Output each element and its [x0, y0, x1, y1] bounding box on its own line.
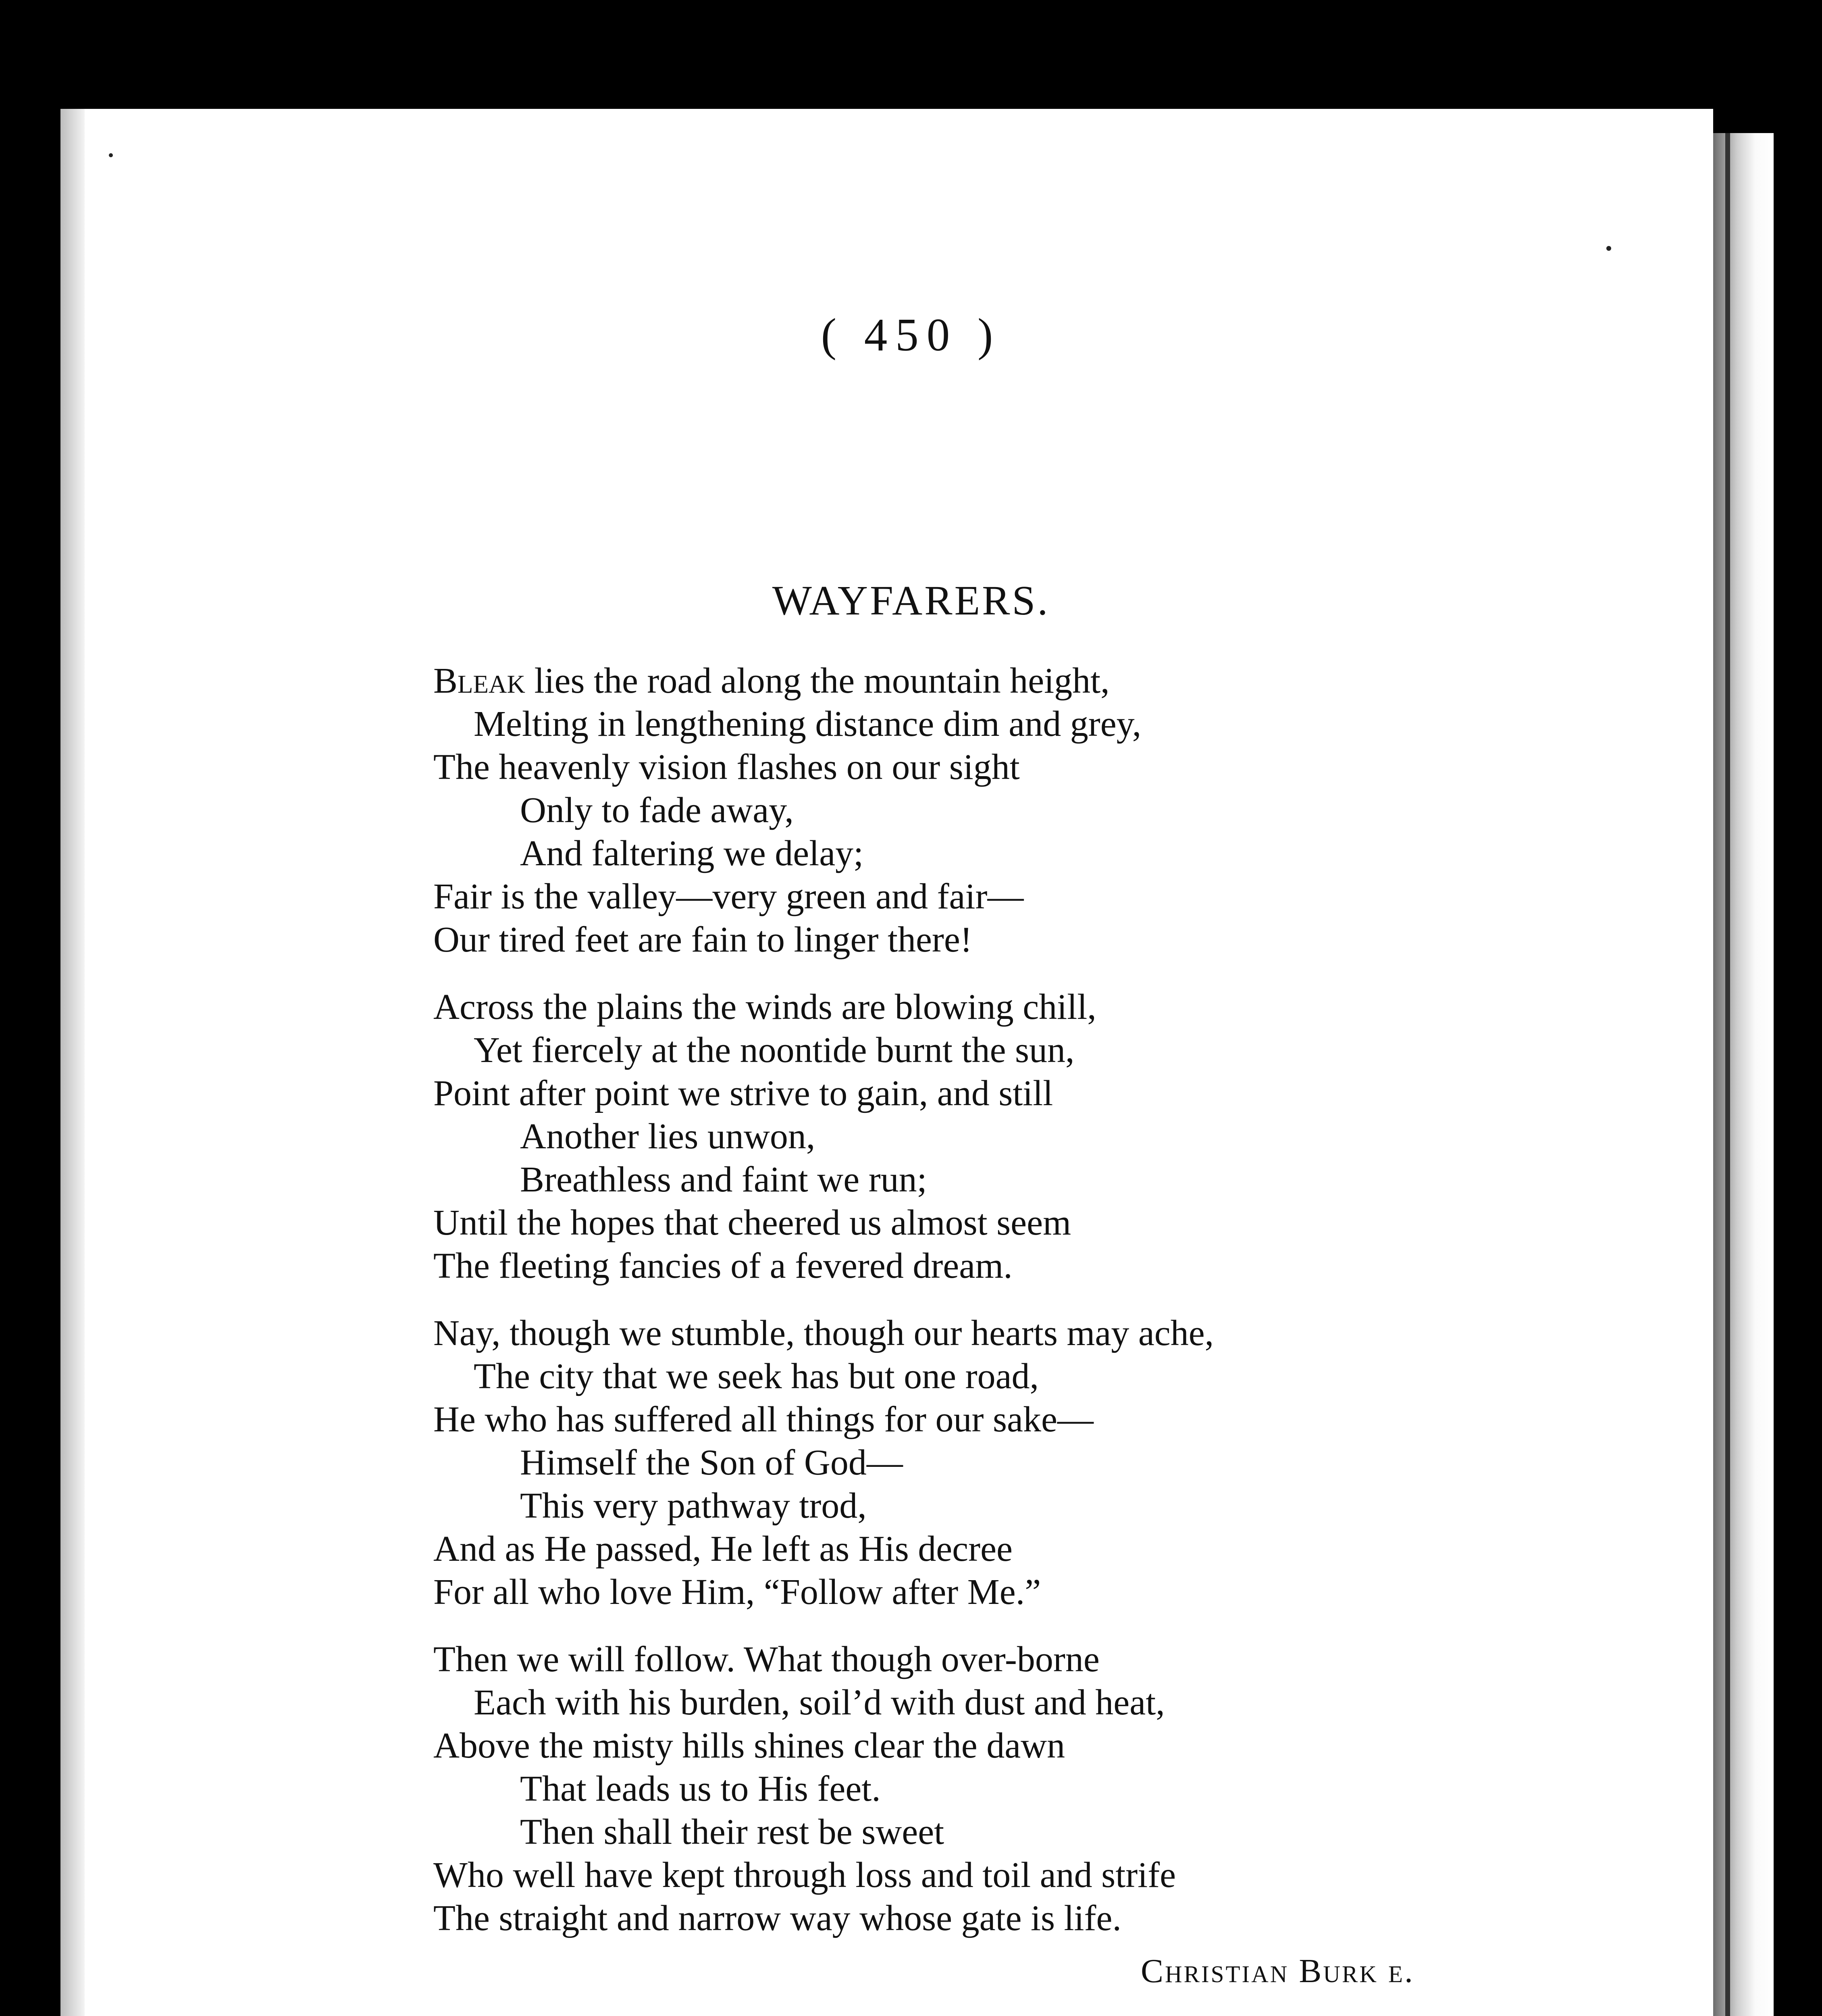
- poem-line: Across the plains the winds are blowing chill,: [433, 987, 1096, 1027]
- poem-line: Breathless and faint we run;: [520, 1160, 927, 1200]
- poem-line: Only to fade away,: [520, 790, 794, 830]
- poem-line: He who has suffered all things for our sake—: [433, 1400, 1094, 1439]
- poem-line: Then shall their rest be sweet: [520, 1812, 944, 1852]
- poem-line: Another lies unwon,: [520, 1116, 815, 1156]
- poem-first-line-rest: lies the road along the mountain height,: [525, 661, 1110, 701]
- poem-line: The fleeting fancies of a fevered dream.: [433, 1246, 1013, 1286]
- poem-author: Christian Burk e.: [1141, 1952, 1414, 1990]
- poem-line: For all who love Him, “Follow after Me.”: [433, 1572, 1041, 1612]
- poem-line: The straight and narrow way whose gate is life.: [433, 1898, 1121, 1938]
- poem-line: The city that we seek has but one road,: [474, 1356, 1039, 1396]
- poem-line: Nay, though we stumble, though our hearts may ache,: [433, 1313, 1214, 1353]
- poem-line: Point after point we strive to gain, and still: [433, 1073, 1053, 1113]
- page-number: ( 450 ): [821, 309, 1001, 360]
- page-right-edge: [1713, 133, 1774, 2016]
- poem-line: Yet fiercely at the noontide burnt the sun,: [474, 1030, 1075, 1070]
- poem-line: Fair is the valley—very green and fair—: [433, 877, 1024, 916]
- poem-line: Then we will follow. What though over-borne: [433, 1639, 1100, 1679]
- poem-line: The heavenly vision flashes on our sight: [433, 747, 1020, 787]
- page-speck: [109, 153, 113, 157]
- poem-line: Each with his burden, soil’d with dust and heat,: [474, 1683, 1165, 1722]
- poem-line: Who well have kept through loss and toil and strife: [433, 1855, 1176, 1895]
- poem-line: And faltering we delay;: [520, 833, 864, 873]
- poem-line: Above the misty hills shines clear the dawn: [433, 1726, 1065, 1766]
- poem-line: Himself the Son of God—: [520, 1443, 903, 1483]
- poem-first-word: Bleak: [433, 661, 525, 701]
- poem-line: That leads us to His feet.: [520, 1769, 881, 1809]
- page-spine-shadow: [60, 109, 85, 2016]
- poem-body: [433, 659, 1522, 1940]
- poem-line: And as He passed, He left as His decree: [433, 1529, 1013, 1569]
- poem-line: [433, 659, 1522, 702]
- poem-line: Melting in lengthening distance dim and grey,: [474, 704, 1142, 744]
- poem-line: Our tired feet are fain to linger there!: [433, 920, 972, 960]
- poem-line: This very pathway trod,: [520, 1486, 867, 1526]
- poem-title: WAYFARERS.: [772, 577, 1050, 624]
- poem-line: Until the hopes that cheered us almost seem: [433, 1203, 1071, 1243]
- page-speck: [1606, 246, 1611, 251]
